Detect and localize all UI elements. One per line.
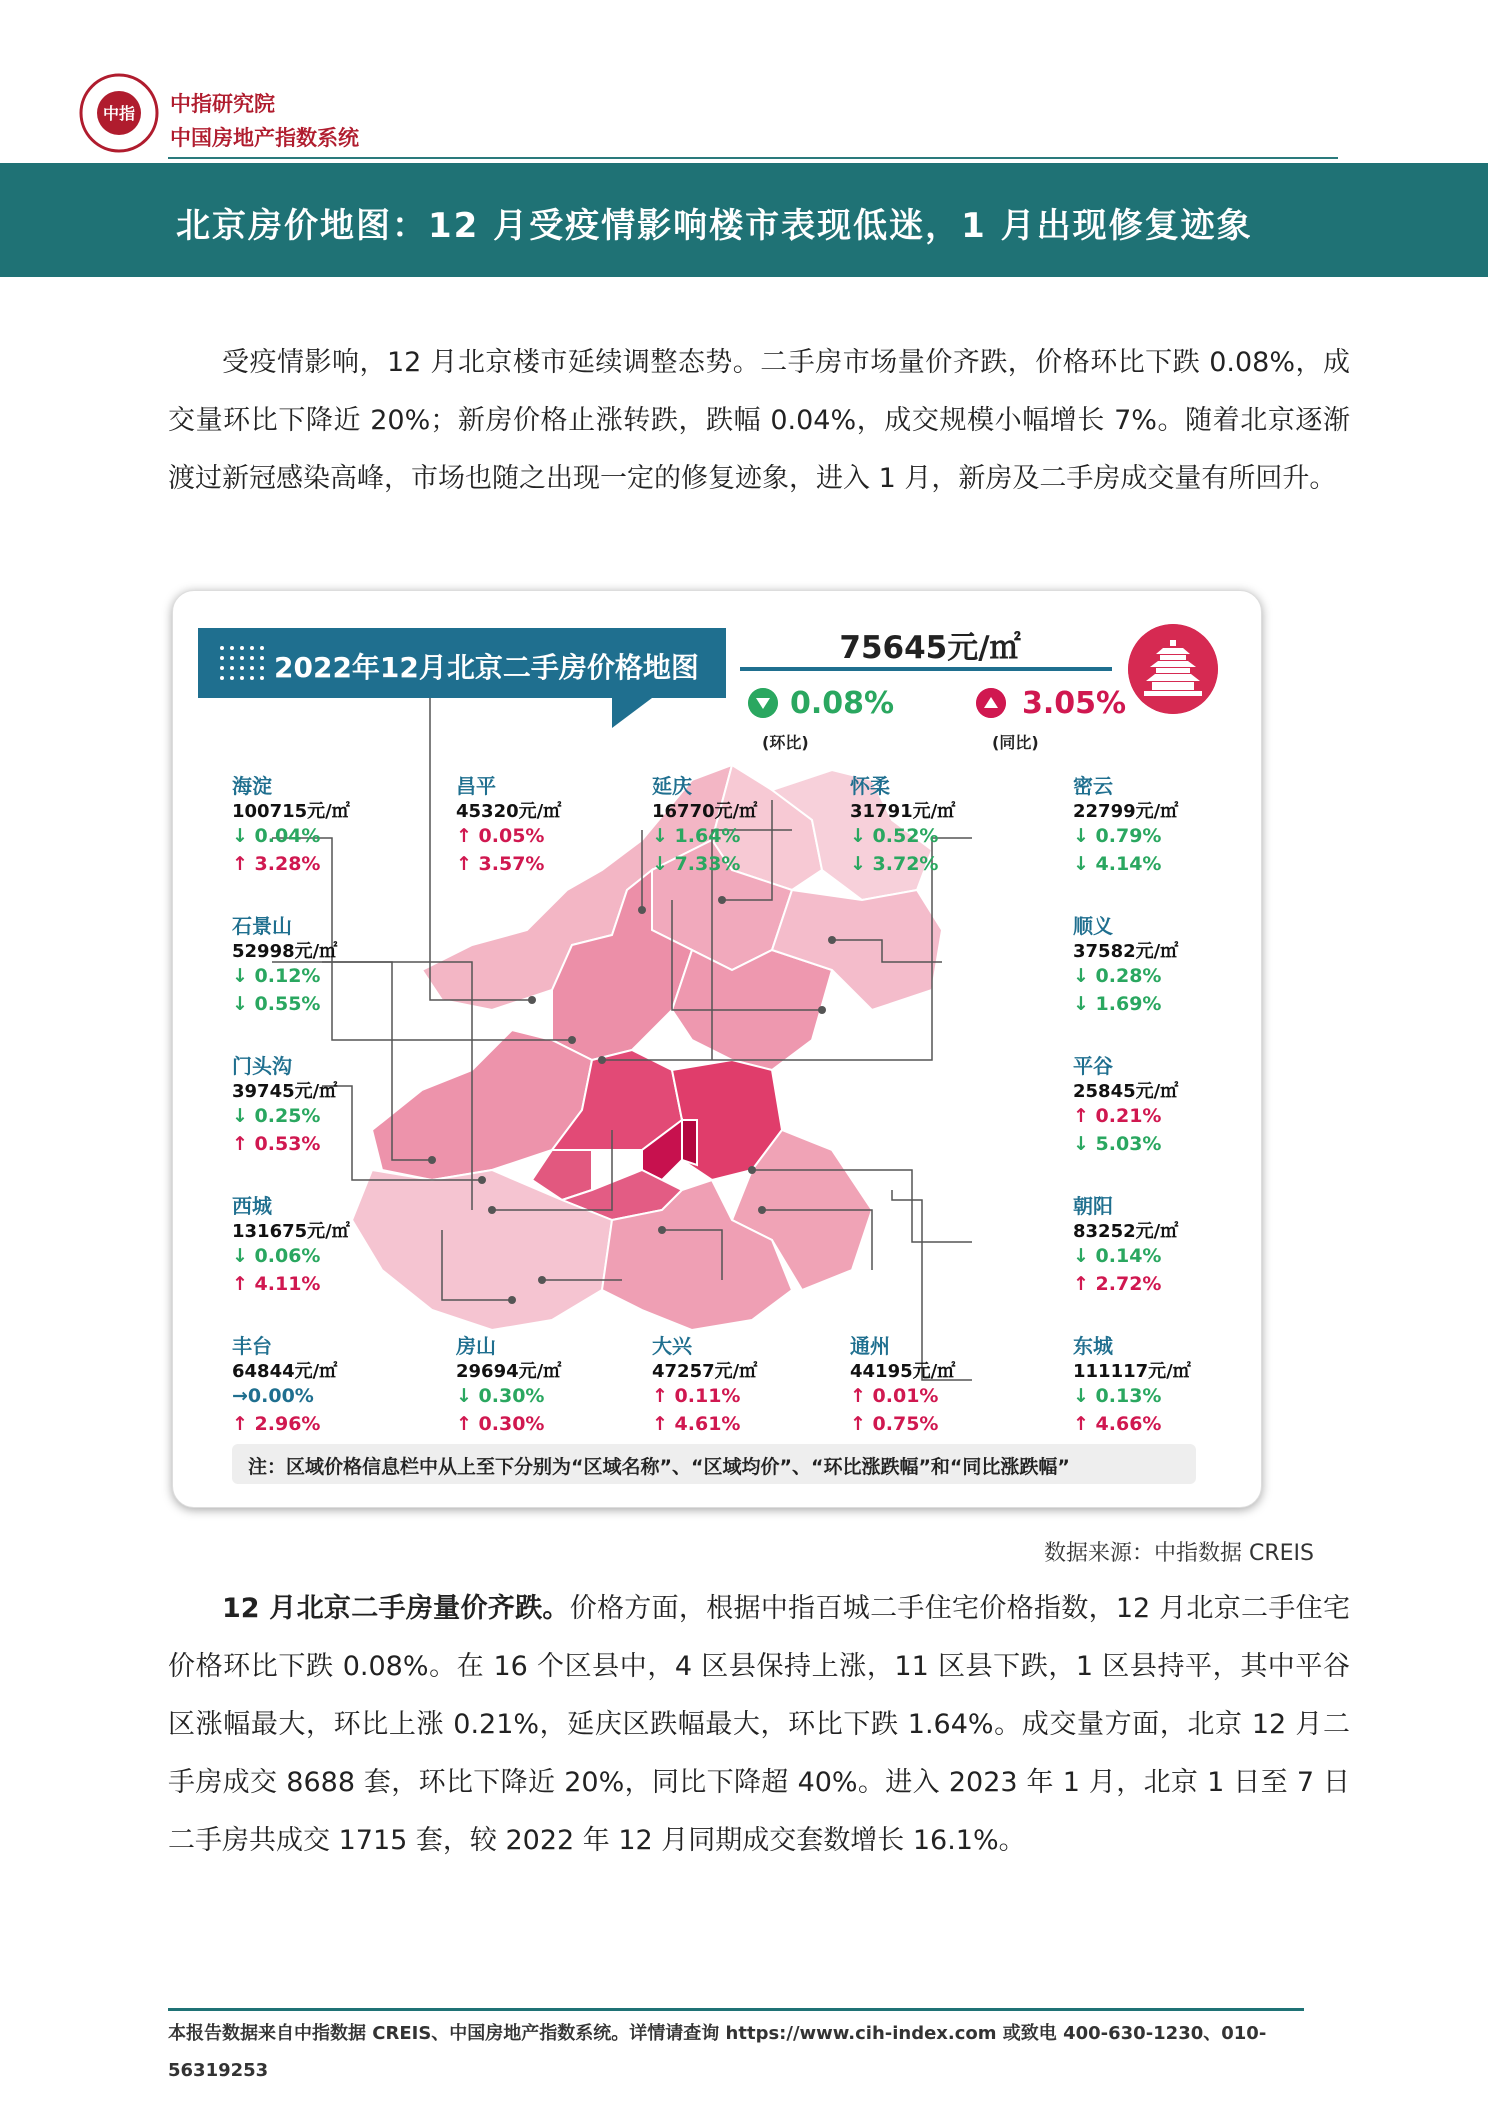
yoy-change: 3.05% xyxy=(1022,686,1127,721)
cih-logo xyxy=(78,72,160,154)
district-name: 房山 xyxy=(456,1334,496,1358)
district-name: 密云 xyxy=(1073,774,1113,798)
district-price: 45320元/㎡ xyxy=(456,801,562,822)
district-block xyxy=(232,1050,372,1161)
district-yoy: ↓ 3.72% xyxy=(850,853,939,875)
district-block xyxy=(1073,1050,1213,1161)
district-yoy: ↑ 0.30% xyxy=(456,1413,545,1435)
data-source: 数据来源：中指数据 CREIS xyxy=(1044,1541,1314,1566)
district-price: 22799元/㎡ xyxy=(1073,801,1179,822)
district-name: 顺义 xyxy=(1073,914,1113,938)
district-price: 39745元/㎡ xyxy=(232,1081,338,1102)
district-mom: ↑ 0.05% xyxy=(456,825,545,847)
district-mom: ↑ 0.21% xyxy=(1073,1105,1162,1127)
district-yoy: ↑ 2.96% xyxy=(232,1413,321,1435)
district-mom: ↓ 0.79% xyxy=(1073,825,1162,847)
district-block xyxy=(456,770,596,881)
district-mom: ↑ 0.11% xyxy=(652,1385,741,1407)
dots-icon xyxy=(216,642,272,682)
district-block xyxy=(1073,1330,1213,1441)
district-name: 东城 xyxy=(1073,1334,1113,1358)
district-price: 111117元/㎡ xyxy=(1073,1361,1191,1382)
district-block xyxy=(652,770,792,881)
mom-change: 0.08% xyxy=(790,686,895,721)
footer-text: 本报告数据来自中指数据 CREIS、中国房地产指数系统。详情请查询 https://www.cih-index.com 或致电 400-630-1230、010- xyxy=(168,2023,1267,2044)
header-divider xyxy=(168,157,1338,159)
district-name: 门头沟 xyxy=(232,1054,292,1078)
district-price: 44195元/㎡ xyxy=(850,1361,956,1382)
footer-divider xyxy=(168,2008,1304,2011)
district-price: 64844元/㎡ xyxy=(232,1361,338,1382)
org-name: 中指研究院 xyxy=(170,92,275,116)
district-block xyxy=(850,1330,990,1441)
district-name: 石景山 xyxy=(232,914,292,938)
average-price: 75645元/㎡ xyxy=(839,630,1021,666)
system-name: 中国房地产指数系统 xyxy=(170,126,359,150)
district-block xyxy=(850,770,990,881)
district-yoy: ↑ 2.72% xyxy=(1073,1273,1162,1295)
up-triangle-icon xyxy=(976,688,1006,718)
district-price: 37582元/㎡ xyxy=(1073,941,1179,962)
intro-paragraph: 受疫情影响，12 月北京楼市延续调整态势。二手房市场量价齐跌，价格环比下跌 0.08%，成交量环比下降近 20%；新房价格止涨转跌，跌幅 0.04%，成交规模小幅增长 7%。随着北京逐渐渡过新冠感染高峰，市场也随之出现一定的修复迹象，进入 1 月，新房及二手房成交量有所回升。 xyxy=(168,347,1350,494)
district-block xyxy=(232,1330,372,1441)
district-name: 海淀 xyxy=(232,774,272,798)
district-mom: ↓ 0.30% xyxy=(456,1385,545,1407)
district-price: 52998元/㎡ xyxy=(232,941,338,962)
district-yoy: ↓ 1.69% xyxy=(1073,993,1162,1015)
district-yoy: ↑ 4.61% xyxy=(652,1413,741,1435)
district-block xyxy=(232,910,372,1021)
district-price: 29694元/㎡ xyxy=(456,1361,562,1382)
yoy-label: (同比) xyxy=(992,733,1039,752)
mom-label: (环比) xyxy=(762,733,809,752)
district-yoy: ↓ 4.14% xyxy=(1073,853,1162,875)
district-block xyxy=(1073,770,1213,881)
district-price: 16770元/㎡ xyxy=(652,801,758,822)
analysis-lead: 12 月北京二手房量价齐跌。 xyxy=(222,1593,570,1624)
map-title: 2022年12月北京二手房价格地图 xyxy=(274,651,699,684)
footer-text-continued: 56319253 xyxy=(168,2060,269,2080)
district-block xyxy=(1073,910,1213,1021)
page-title: 北京房价地图：12 月受疫情影响楼市表现低迷，1 月出现修复迹象 xyxy=(176,206,1253,246)
district-yoy: ↑ 0.75% xyxy=(850,1413,939,1435)
average-underline xyxy=(740,667,1112,671)
district-mom: ↓ 0.14% xyxy=(1073,1245,1162,1267)
district-yoy: ↑ 4.66% xyxy=(1073,1413,1162,1435)
district-name: 平谷 xyxy=(1073,1054,1113,1078)
district-mom: ↑ 0.01% xyxy=(850,1385,939,1407)
district-name: 大兴 xyxy=(652,1334,692,1358)
district-name: 丰台 xyxy=(232,1334,272,1358)
district-name: 昌平 xyxy=(456,774,496,798)
district-price: 131675元/㎡ xyxy=(232,1221,350,1242)
district-yoy: ↓ 7.33% xyxy=(652,853,741,875)
district-mom: ↓ 0.25% xyxy=(232,1105,321,1127)
district-mom: ↓ 0.06% xyxy=(232,1245,321,1267)
district-block xyxy=(232,1190,372,1301)
district-name: 通州 xyxy=(850,1334,890,1358)
district-name: 西城 xyxy=(232,1194,272,1218)
district-yoy: ↑ 3.57% xyxy=(456,853,545,875)
district-block xyxy=(456,1330,596,1441)
map-title-notch xyxy=(612,698,652,728)
district-block xyxy=(1073,1190,1213,1301)
down-triangle-icon xyxy=(748,688,778,718)
district-name: 朝阳 xyxy=(1073,1194,1113,1218)
district-mom: ↓ 0.04% xyxy=(232,825,321,847)
district-yoy: ↓ 0.55% xyxy=(232,993,321,1015)
district-mom: ↓ 0.28% xyxy=(1073,965,1162,987)
district-price: 83252元/㎡ xyxy=(1073,1221,1179,1242)
district-block xyxy=(232,770,372,881)
district-yoy: ↓ 5.03% xyxy=(1073,1133,1162,1155)
district-yoy: ↑ 0.53% xyxy=(232,1133,321,1155)
district-name: 延庆 xyxy=(652,774,692,798)
district-yoy: ↑ 3.28% xyxy=(232,853,321,875)
note-text: 注：区域价格信息栏中从上至下分别为“区域名称”、“区域均价”、“环比涨跌幅”和“同比涨跌幅” xyxy=(248,1456,1070,1478)
district-price: 31791元/㎡ xyxy=(850,801,956,822)
district-mom: ↓ 0.12% xyxy=(232,965,321,987)
district-mom: →0.00% xyxy=(232,1385,314,1407)
analysis-body: 价格方面，根据中指百城二手住宅价格指数，12 月北京二手住宅价格环比下跌 0.08%。在 16 个区县中，4 区县保持上涨，11 区县下跌，1 区县持平，其中平谷区涨幅最大，环比上涨 0.21%，延庆区跌幅最大，环比下跌 1.64%。成交量方面，北京 12 月二手房成交 8688 套，环比下降近 20%，同比下降超 40%。进入 2023 年 1 月，北京 1 日至 7 日二手房共成交 1715 套，较 2022 年 12 月同期成交套数增长 16.1%。 xyxy=(168,1593,1350,1856)
district-name: 怀柔 xyxy=(850,774,890,798)
district-yoy: ↑ 4.11% xyxy=(232,1273,321,1295)
district-price: 25845元/㎡ xyxy=(1073,1081,1179,1102)
district-price: 100715元/㎡ xyxy=(232,801,350,822)
map-dongcheng xyxy=(682,1120,697,1165)
district-price: 47257元/㎡ xyxy=(652,1361,758,1382)
district-mom: ↓ 0.13% xyxy=(1073,1385,1162,1407)
district-block xyxy=(652,1330,792,1441)
logo-text: 中指 xyxy=(102,104,136,123)
temple-of-heaven-icon xyxy=(1128,624,1218,714)
district-mom: ↓ 0.52% xyxy=(850,825,939,847)
analysis-paragraph xyxy=(168,1580,1350,1870)
district-mom: ↓ 1.64% xyxy=(652,825,741,847)
